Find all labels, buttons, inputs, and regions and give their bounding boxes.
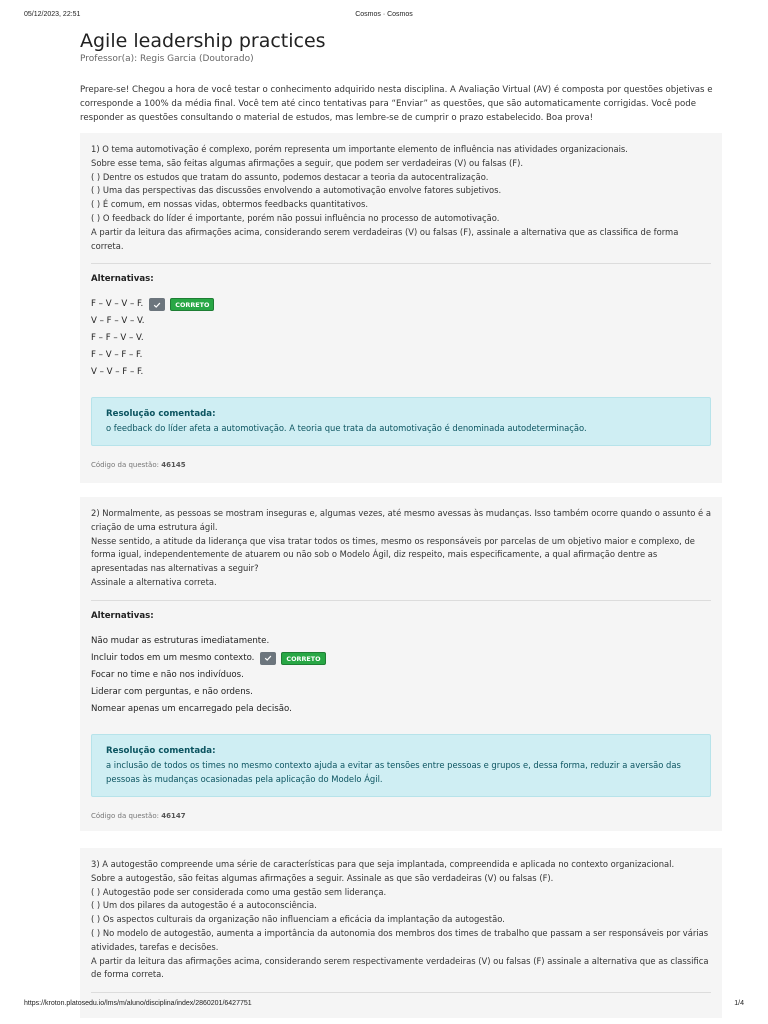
professor-name: Professor(a): Regis Garcia (Doutorado) [80, 54, 254, 64]
question-line: ( ) É comum, em nossas vidas, obtermos feedbacks quantitativos. [91, 199, 368, 210]
question-line: Sobre esse tema, são feitas algumas afirmações a seguir, que podem ser verdadeiras (V) ou falsas (F). [91, 157, 524, 168]
alternative-item[interactable] [91, 684, 711, 701]
alternative-item[interactable] [91, 701, 711, 718]
intro-text: Prepare-se! Chegou a hora de você testar o conhecimento adquirido nesta disciplina. A Avaliação Virtual (AV) é composta por questões objetivas e corresponde a 100% da média final. Você tem até cinco tentativas para “Enviar” as questões, que são automaticamente corrigidas. Você pode responder as questões consultando o material de estudos, mas lembre-se de cumprir o prazo estabelecido. Boa prova! [80, 85, 713, 123]
question-line: ( ) Um dos pilares da autogestão é a autoconsciência. [91, 900, 317, 911]
correct-badge: CORRETO [281, 652, 325, 665]
resolution-box [91, 734, 711, 797]
question-line: ( ) Uma das perspectivas das discussões envolvendo a automotivação envolve fatores subjetivos. [91, 185, 502, 196]
question-code-value: 46145 [161, 461, 186, 470]
alternatives-heading: Alternativas: [91, 610, 154, 621]
question-line: A partir da leitura das afirmações acima, considerando serem respectivamente verdadeiras (V) ou falsas (F) assinale a alternativa que as classifica de forma correta. [91, 955, 709, 980]
print-title: Cosmos · Cosmos [355, 11, 413, 18]
question-code-label: Código da questão: [91, 461, 159, 470]
alternative-label: Incluir todos em um mesmo contexto. [91, 652, 255, 663]
question-code [91, 811, 711, 821]
question-line: 1) O tema automotivação é complexo, porém representa um importante elemento de influência nas atividades organizacionais. [91, 144, 628, 154]
alternative-item[interactable] [91, 313, 711, 330]
question-code-value: 46147 [161, 811, 186, 820]
alternative-item[interactable] [91, 347, 711, 364]
alternative-label: F – V – V – F. [91, 299, 144, 310]
question-line: 2) Normalmente, as pessoas se mostram inseguras e, algumas vezes, até mesmo avessas às mudanças. Isso também ocorre quando o assunto é a criação de uma estrutura ágil. [91, 508, 711, 532]
alternative-item[interactable] [91, 667, 711, 684]
page-title: Agile leadership practices [80, 30, 326, 52]
question-line: Sobre a autogestão, são feitas algumas afirmações a seguir. Assinale as que são verdadeiras (V) ou falsas (F). [91, 872, 554, 883]
alternatives-heading: Alternativas: [91, 274, 154, 285]
alternative-label: F – V – F – F. [91, 350, 143, 361]
resolution-title: Resolução comentada: [106, 745, 216, 756]
question-code [91, 460, 711, 470]
question-line: Assinale a alternativa correta. [91, 576, 217, 587]
print-url: https://kroton.platosedu.io/lms/m/aluno/disciplina/index/2860201/6427751 [24, 1000, 252, 1007]
question-line: ( ) Autogestão pode ser considerada como uma gestão sem liderança. [91, 886, 387, 897]
alternative-item[interactable] [91, 296, 711, 313]
correct-badge: CORRETO [170, 298, 214, 311]
alternatives-list [91, 296, 711, 381]
print-header [24, 11, 744, 21]
divider [91, 992, 711, 993]
resolution-text: o feedback do líder afeta a automotivação. A teoria que trata da automotivação é denominada autodeterminação. [106, 423, 587, 434]
question-card [80, 497, 722, 831]
alternative-label: Focar no time e não nos indivíduos. [91, 669, 244, 680]
alternative-item[interactable] [91, 633, 711, 650]
question-text [91, 858, 711, 982]
alternative-label: Liderar com perguntas, e não ordens. [91, 686, 253, 697]
question-card [80, 133, 722, 483]
divider [91, 600, 711, 601]
question-line: 3) A autogestão compreende uma série de características para que seja implantada, compreendida e aplicada no contexto organizacional. [91, 859, 675, 869]
check-icon [149, 298, 165, 311]
question-line: A partir da leitura das afirmações acima, considerando serem verdadeiras (V) ou falsas (F), assinale a alternativa que as classifica de forma correta. [91, 226, 679, 251]
alternative-label: V – F – V – V. [91, 316, 145, 327]
question-line: ( ) O feedback do líder é importante, porém não possui influência no processo de automotivação. [91, 212, 500, 223]
alternative-label: F – F – V – V. [91, 333, 144, 344]
alternative-label: Não mudar as estruturas imediatamente. [91, 635, 270, 646]
alternative-label: V – V – F – F. [91, 367, 144, 378]
resolution-title: Resolução comentada: [106, 409, 216, 420]
resolution-text: a inclusão de todos os times no mesmo contexto ajuda a evitar as tensões entre pessoas e grupos e, dessa forma, reduzir a aversão das pessoas às mudanças ocasionadas pela aplicação do Modelo Ágil. [106, 759, 681, 784]
resolution-box [91, 397, 711, 446]
divider [91, 263, 711, 264]
question-line: ( ) Dentre os estudos que tratam do assunto, podemos destacar a teoria da autocentralização. [91, 171, 489, 182]
question-line: Nesse sentido, a atitude da liderança que visa tratar todos os times, mesmo os responsáveis por parcelas de um objetivo maior e complexo, de forma igual, independentemente de atuarem ou não sob o Modelo Ágil, diz respeito, mais especificamente, a qual afirmação dentre as apresentadas nas alternativas a seguir? [91, 535, 695, 574]
main-content [80, 30, 722, 1018]
print-date: 05/12/2023, 22:51 [24, 11, 81, 18]
question-code-label: Código da questão: [91, 811, 159, 820]
alternatives-list [91, 633, 711, 718]
question-line: ( ) No modelo de autogestão, aumenta a importância da autonomia dos membros dos times de trabalho que passam a ser responsáveis por várias atividades, tarefas e decisões. [91, 927, 709, 952]
print-footer [24, 1000, 744, 1010]
question-text [91, 507, 711, 590]
question-card [80, 848, 722, 1018]
alternative-item[interactable] [91, 650, 711, 667]
page-number: 1/4 [734, 1000, 744, 1007]
question-text [91, 143, 711, 253]
alternative-item[interactable] [91, 330, 711, 347]
check-icon [260, 652, 276, 665]
question-line: ( ) Os aspectos culturais da organização não influenciam a eficácia da implantação da autogestão. [91, 914, 505, 925]
alternative-label: Nomear apenas um encarregado pela decisão. [91, 703, 292, 714]
alternative-item[interactable] [91, 364, 711, 381]
